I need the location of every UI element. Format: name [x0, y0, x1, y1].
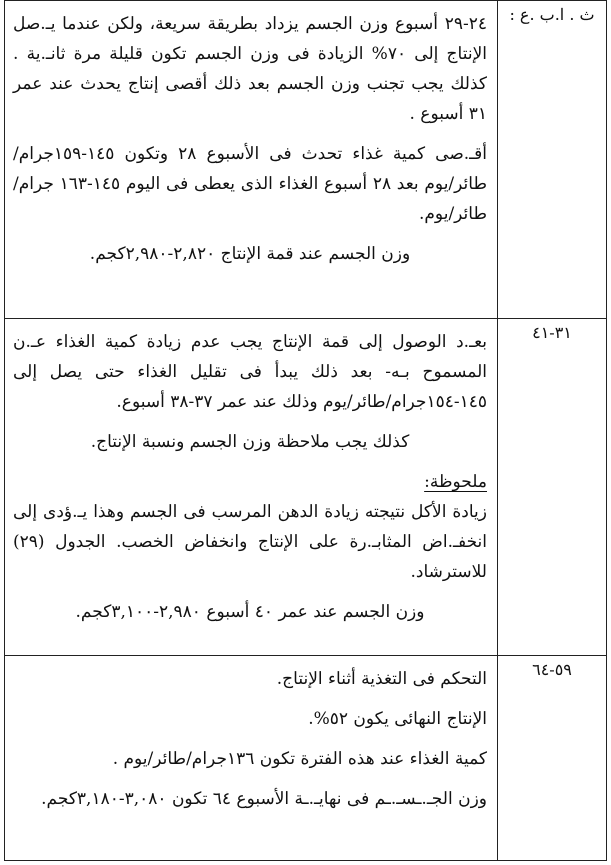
table-row	[5, 1, 607, 319]
feeding-schedule-table	[4, 0, 607, 861]
age-label: ث . ا.ب .ع :	[509, 5, 595, 24]
description-cell	[5, 1, 498, 319]
age-cell	[498, 319, 607, 656]
age-label: ٥٩-٦٤	[532, 660, 572, 679]
table-row	[5, 319, 607, 656]
paragraph: ٢٤-٢٩ أسبوع وزن الجسم يزداد بطريقة سريعة، ولكن عندما يـ.صل الإنتاج إلى ٧٠% الزيادة فى وزن الجسم تكون قليلة مرة ثانـ.ية . كذلك يجب تجنب وزن الجسم بعد ذلك أقصى إنتاج يحدث عند عمر ٣١ أسبوع .	[13, 14, 487, 124]
table-row	[5, 656, 607, 861]
paragraph: كمية الغذاء عند هذه الفترة تكون ١٣٦جرام/طائر/يوم .	[112, 749, 487, 769]
paragraph: الإنتاج النهائى يكون ٥٢%.	[308, 709, 487, 729]
paragraph: وزن الجسم عند عمر ٤٠ أسبوع ٢,٩٨٠-٣,١٠٠كجم.	[75, 602, 425, 622]
age-label: ٣١-٤١	[532, 323, 572, 342]
description-cell	[5, 319, 498, 656]
paragraph: وزن الجسم عند قمة الإنتاج ٢,٨٢٠-٢,٩٨٠كجم.	[89, 244, 411, 264]
note-title: ملحوظة:	[424, 472, 487, 492]
paragraph: أقـ.صى كمية غذاء تحدث فى الأسبوع ٢٨ وتكون ١٤٥-١٥٩جرام/طائر/يوم بعد ٢٨ أسبوع الغذاء الذى يعطى فى اليوم ١٤٥-١٦٣ جرام/طائر/يوم.	[13, 144, 488, 224]
paragraph: كذلك يجب ملاحظة وزن الجسم ونسبة الإنتاج.	[90, 432, 410, 452]
description-cell	[5, 656, 498, 861]
paragraph: بعـ.د الوصول إلى قمة الإنتاج يجب عدم زيادة كمية الغذاء عـ.ن المسموح بـه- بعد ذلك يبدأ فى تقليل الغذاء حتى يصل إلى ١٤٥-١٥٤جرام/طائر/يوم وذلك عند عمر ٣٧-٣٨ أسبوع.	[13, 332, 487, 412]
paragraph: التحكم فى التغذية أثناء الإنتاج.	[276, 669, 487, 689]
paragraph: وزن الجـ.ـسـ.ـم فى نهايـ.ـة الأسبوع ٦٤ تكون ٣,٠٨٠-٣,١٨٠كجم.	[41, 789, 487, 809]
age-cell	[498, 1, 607, 319]
note-paragraph: زيادة الأكل نتيجته زيادة الدهن المرسب فى الجسم وهذا يـ.ؤدى إلى انخفـ.اض المثابـ.رة على الإنتاج وانخفاض الخصب. الجدول (٢٩) للاسترشاد.	[13, 502, 487, 582]
age-cell	[498, 656, 607, 861]
